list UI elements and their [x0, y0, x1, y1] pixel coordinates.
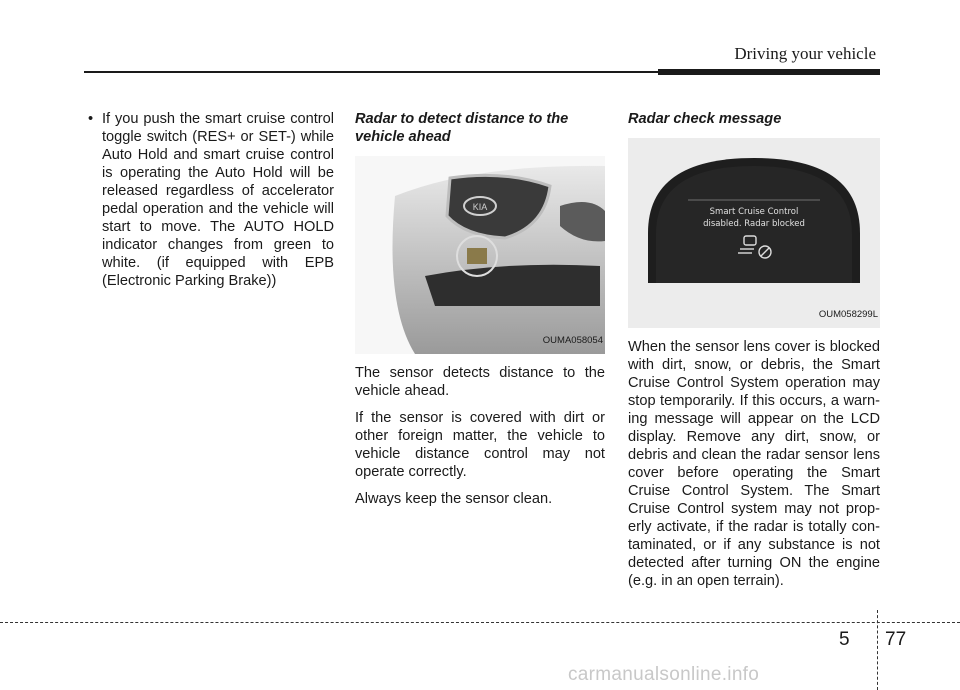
- display-line-1: Smart Cruise Control: [709, 207, 799, 217]
- page-number: 77: [885, 629, 907, 650]
- footer-rule: [0, 622, 960, 623]
- running-header: Driving your vehicle: [734, 44, 876, 63]
- figure-cluster-display: [628, 138, 880, 328]
- paragraph: When the sensor lens cover is blocked with dirt, snow, or debris, the Smart Cruise Control System operation may stop temporarily. If this occurs, a warn- ing message will appear on the LCD display. Remove any dirt, snow, or debris and clean the radar sensor lens cover before operating the Smart Cruise Control System. The Smart Cruise Control system may not prop- erly activate, if the radar is totally con- taminated, or if any substance is not detected after turning ON the engine (e.g. in an open terrain).: [628, 339, 880, 589]
- figure-code: OUM058299L: [818, 309, 878, 320]
- car-front-illustration: [355, 156, 605, 354]
- section-title-radar-check: Radar check message: [628, 111, 782, 127]
- paragraph: Always keep the sensor clean.: [355, 491, 553, 507]
- column-right: [628, 110, 880, 599]
- display-line-2: disabled. Radar blocked: [703, 219, 805, 229]
- column-left: [84, 110, 334, 290]
- header-rule-accent: [658, 69, 880, 75]
- bullet-text: If you push the smart cruise control toggle switch (RES+ or SET-) while Auto Hold and smart cruise control is operating the Auto Hold will be released regardless of accelerator pedal operation and the vehicle will start to move. The AUTO HOLD indicator changes from green to white. (if equipped with EPB (Electronic Parking Brake)): [102, 111, 334, 289]
- section-title-radar: Radar to detect distance to the vehicle ahead: [355, 111, 569, 145]
- watermark: carmanualsonline.info: [568, 664, 760, 685]
- bullet-marker: •: [88, 111, 94, 127]
- footer-divider: [877, 610, 878, 690]
- cluster-display-illustration: [628, 138, 880, 328]
- figure-code: OUMA058054: [542, 335, 603, 346]
- bullet-item: [84, 110, 334, 290]
- chapter-number: 5: [839, 629, 850, 650]
- paragraph: If the sensor is covered with dirt or other foreign matter, the vehicle to vehicle distance control may not operate correctly.: [355, 410, 605, 480]
- figure-car-front: [355, 156, 605, 354]
- svg-text:KIA: KIA: [472, 202, 488, 212]
- column-middle: [355, 110, 605, 517]
- paragraph: The sensor detects distance to the vehicle ahead.: [355, 365, 605, 399]
